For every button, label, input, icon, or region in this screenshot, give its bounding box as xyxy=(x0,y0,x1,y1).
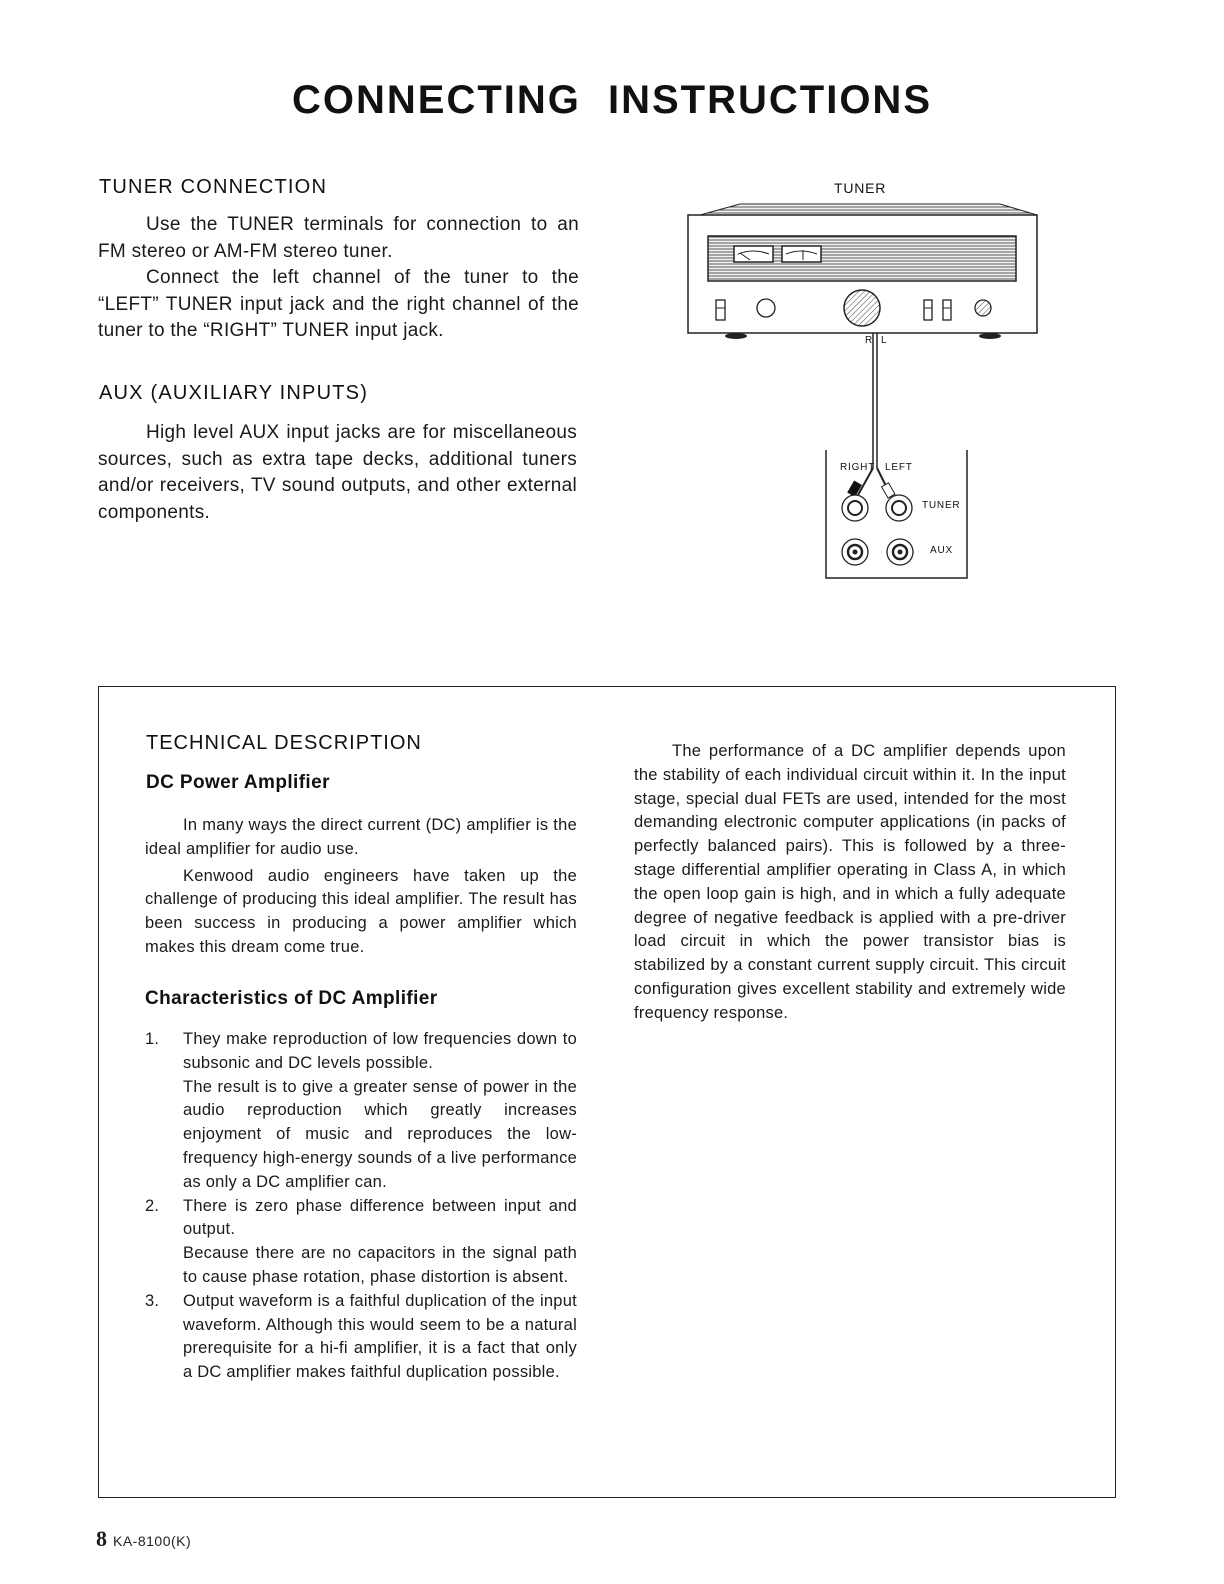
list-text: They make reproduction of low frequencies down to subsonic and DC levels possible. xyxy=(183,1030,577,1072)
tuner-connection-body xyxy=(98,212,579,345)
technical-description-heading: TECHNICAL DESCRIPTION xyxy=(146,732,422,754)
page-title: CONNECTING INSTRUCTIONS xyxy=(292,78,932,122)
page-number: 8 xyxy=(96,1526,107,1551)
page-footer xyxy=(96,1526,191,1552)
jack-left-label: LEFT xyxy=(885,462,913,473)
paragraph: Connect the left channel of the tuner to the “LEFT” TUNER input jack and the right channel of the tuner to the “RIGHT” TUNER input jack. xyxy=(98,267,579,341)
list-text: Output waveform is a faithful duplication of the input waveform. Although this would seem to be a natural prerequisite for a hi-fi amplifier, it is a fact that only a DC amplifier makes faithful duplication possible. xyxy=(183,1291,577,1382)
row-aux-label: AUX xyxy=(930,545,953,556)
paragraph: The performance of a DC amplifier depends upon the stability of each individual circuit within it. In the input stage, special dual FETs are used, intended for the most demanding electronic computer applications (in packs of perfectly balanced pairs). This is followed by a three-stage differential amplifier operating in Class A, in which the open loop gain is high, and in which a fully adequate degree of negative feedback is applied with a pre-driver load circuit in which the power transistor bias is stabilized by a constant current supply circuit. This circuit configuration gives excellent stability and extremely wide frequency response. xyxy=(634,742,1066,1022)
list-number: 2. xyxy=(145,1196,160,1215)
tuner-connection-heading: TUNER CONNECTION xyxy=(99,176,328,198)
list-number: 1. xyxy=(145,1030,160,1048)
list-item xyxy=(145,1290,577,1385)
tuner-illustration xyxy=(680,170,1060,590)
list-text: There is zero phase difference between input and output. xyxy=(183,1196,577,1239)
characteristics-list xyxy=(145,1028,577,1385)
characteristics-heading: Characteristics of DC Amplifier xyxy=(145,988,438,1009)
paragraph: High level AUX input jacks are for miscellaneous sources, such as extra tape decks, additional tuners and/or receivers, TV sound outputs, and other external components. xyxy=(98,422,577,523)
dc-power-amplifier-body xyxy=(145,814,577,963)
dc-power-amplifier-heading: DC Power Amplifier xyxy=(146,772,330,793)
paragraph: Use the TUNER terminals for connection to an FM stereo or AM-FM stereo tuner. xyxy=(98,214,579,262)
row-tuner-label: TUNER xyxy=(922,500,961,511)
list-number: 3. xyxy=(145,1291,160,1310)
cable-l-label: L xyxy=(881,335,888,346)
list-item xyxy=(145,1195,577,1290)
jack-right-label: RIGHT xyxy=(840,462,876,473)
model-number: KA-8100(K) xyxy=(113,1533,192,1549)
aux-heading: AUX (AUXILIARY INPUTS) xyxy=(99,382,369,404)
diagram-tuner-label: TUNER xyxy=(834,180,887,196)
dc-amplifier-performance-body xyxy=(634,740,1066,1029)
cable-r-label: R xyxy=(865,335,874,346)
paragraph: Kenwood audio engineers have taken up the challenge of producing this ideal amplifier. The result has been success in producing a power amplifier which makes this dream come true. xyxy=(145,866,577,956)
paragraph: In many ways the direct current (DC) amplifier is the ideal amplifier for audio use. xyxy=(145,816,577,858)
list-text: Because there are no capacitors in the signal path to cause phase rotation, phase distortion is absent. xyxy=(183,1244,577,1286)
list-item xyxy=(145,1028,577,1195)
list-text: The result is to give a greater sense of power in the audio reproduction which greatly increases enjoyment of music and reproduces the low-frequency high-energy sounds of a live performance as only a DC amplifier can. xyxy=(183,1077,577,1191)
tuner-connection-diagram xyxy=(680,170,1060,590)
aux-body xyxy=(98,420,577,526)
